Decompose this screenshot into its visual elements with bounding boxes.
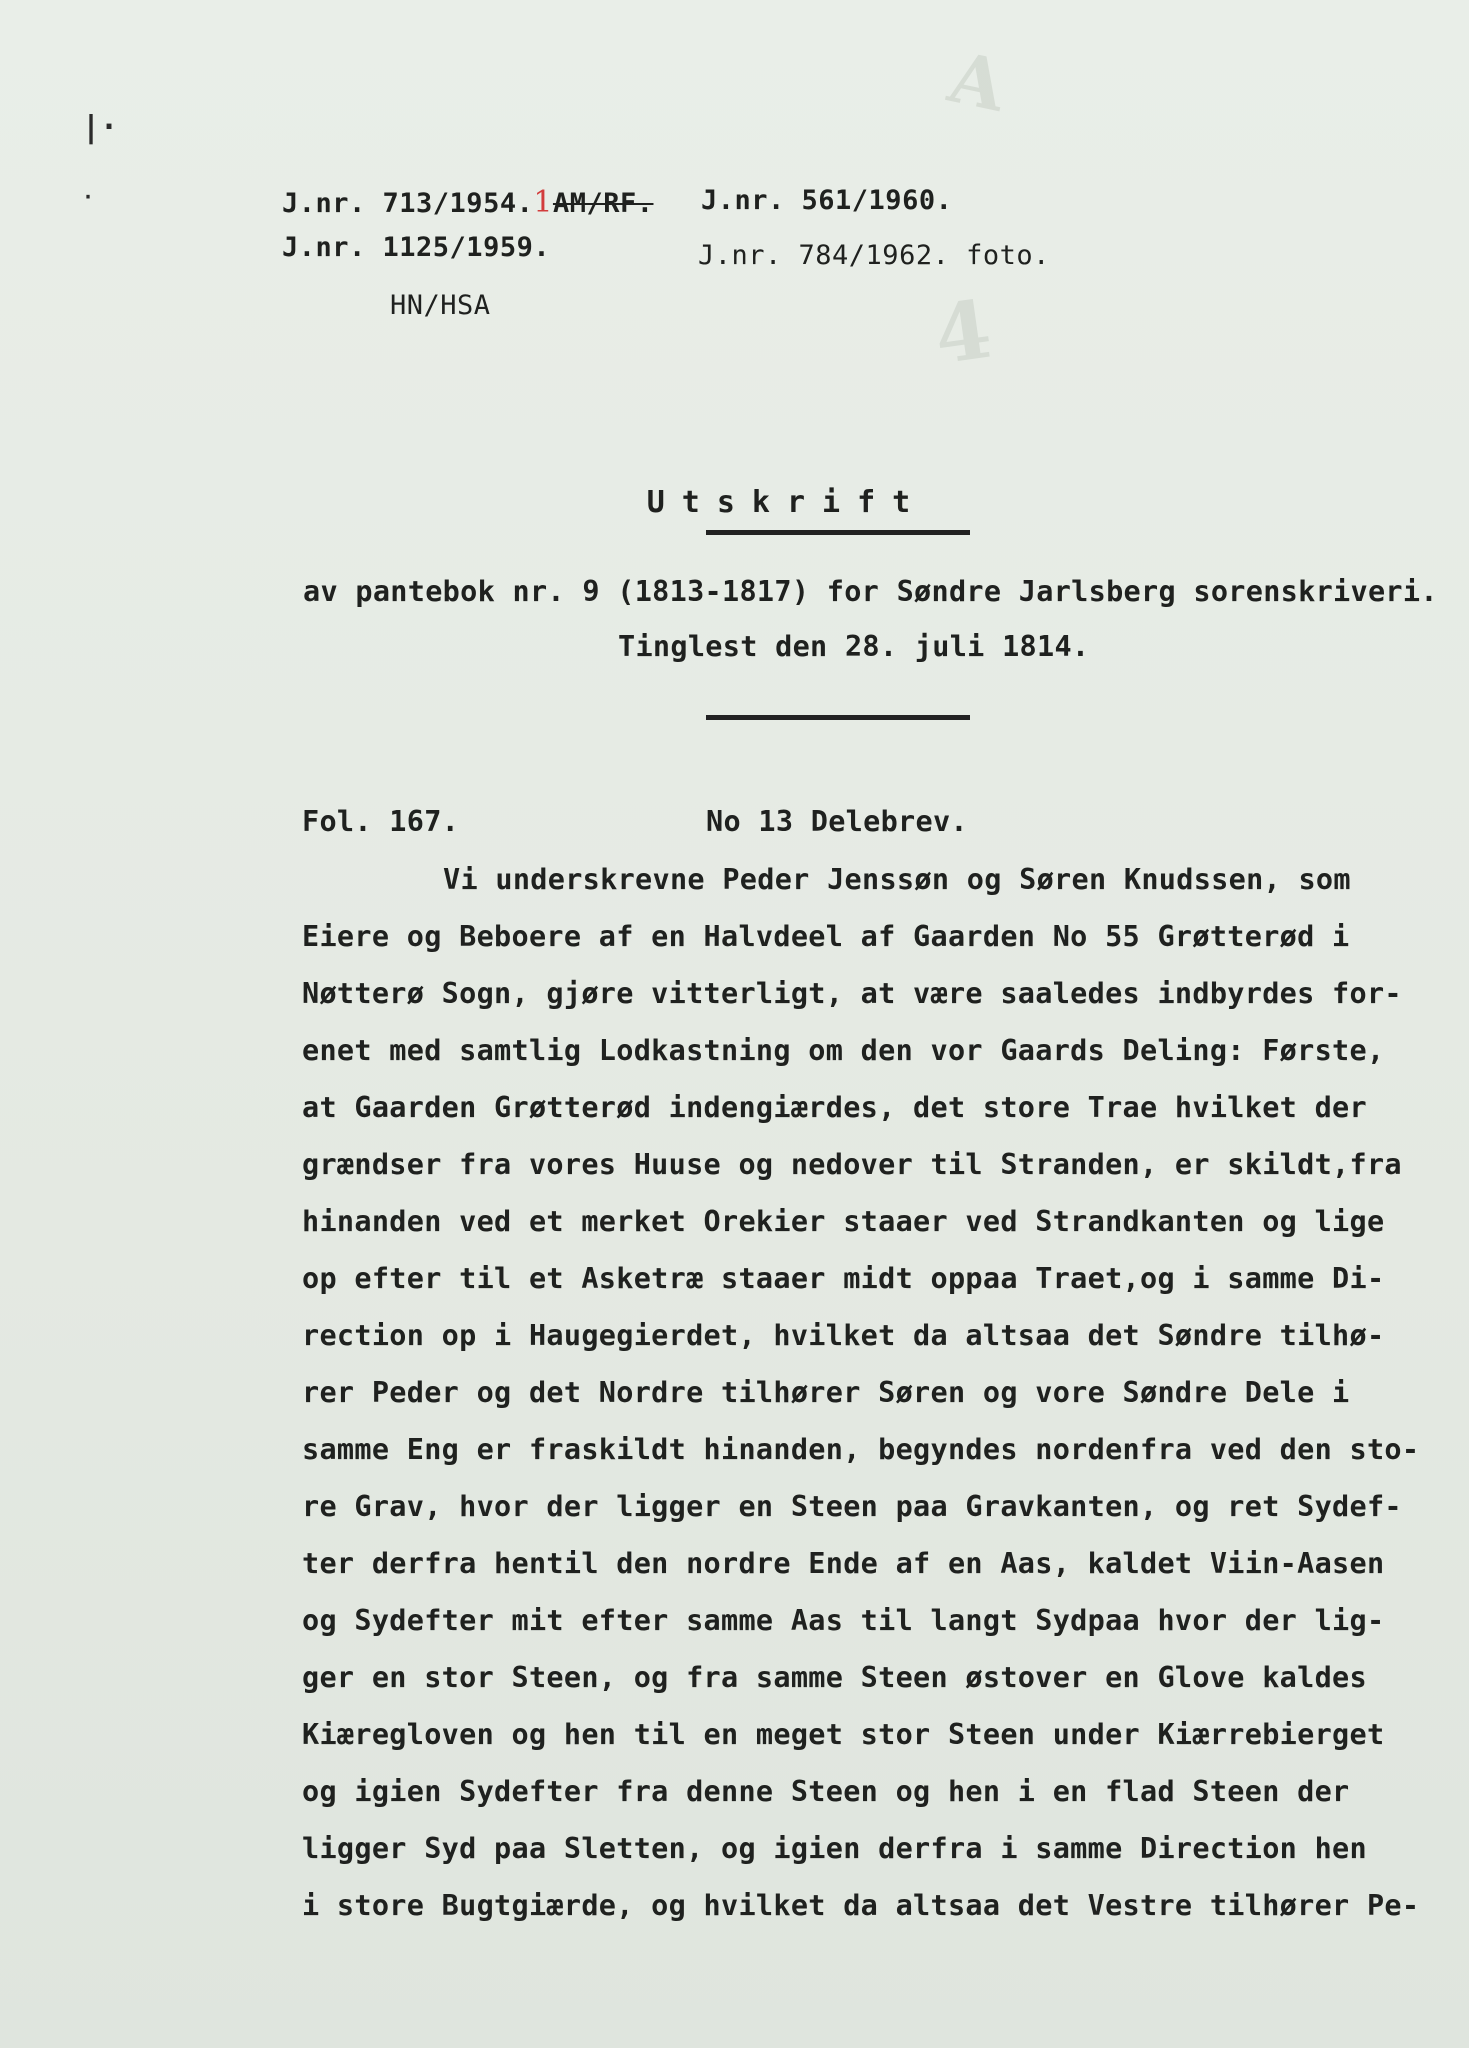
text-line: rer Peder og det Nordre tilhører Søren og vore Søndre Dele i	[302, 1376, 1350, 1409]
margin-punch-mark: |·	[82, 110, 119, 145]
text-line: ligger Syd paa Sletten, og igien derfra i samme Direction hen	[302, 1832, 1367, 1865]
text-line: grændser fra vores Huuse og nedover til Stranden, er skildt,fra	[302, 1148, 1402, 1181]
text-line: samme Eng er fraskildt hinanden, begyndes nordenfra ved den sto-	[302, 1433, 1420, 1466]
text-line: og Sydefter mit efter samme Aas til langt Sydpaa hvor der lig-	[302, 1604, 1385, 1637]
text-line: at Gaarden Grøtterød indengiærdes, det store Trae hvilket der	[302, 1091, 1367, 1124]
margin-punch-mark: ·	[82, 185, 95, 209]
journal-number-1	[282, 185, 653, 220]
subtitle-line-1: av pantebok nr. 9 (1813-1817) for Søndre Jarlsberg sorenskriveri.	[303, 575, 1438, 608]
text-line: re Grav, hvor der ligger en Steen paa Gravkanten, og ret Sydef-	[302, 1490, 1402, 1523]
journal-number-3: J.nr. 1125/1959.	[282, 232, 551, 263]
text-line: op efter til et Asketræ staaer midt oppaa Traet,og i samme Di-	[302, 1262, 1385, 1295]
bleed-through-mark: A	[941, 35, 1013, 128]
page-title: Utskrift	[646, 485, 928, 520]
text-line: ter derfra hentil den nordre Ende af en Aas, kaldet Viin-Aasen	[302, 1547, 1385, 1580]
text-line: Kiæregloven og hen til en meget stor Steen under Kiærrebierget	[302, 1718, 1385, 1751]
struck-initials: AM/RF.	[552, 188, 654, 219]
initials: HN/HSA	[390, 290, 491, 321]
text-line: Vi underskrevne Peder Jenssøn og Søren Knudssen, som	[443, 863, 1351, 896]
text-line: enet med samtlig Lodkastning om den vor Gaards Deling: Første,	[302, 1034, 1385, 1067]
text-line: hinanden ved et merket Orekier staaer ved Strandkanten og lige	[302, 1205, 1385, 1238]
journal-number-1-text: J.nr. 713/1954.	[282, 188, 534, 219]
bleed-through-mark: 4	[928, 281, 997, 383]
document-heading: No 13 Delebrev.	[706, 805, 968, 838]
text-line: Nøtterø Sogn, gjøre vitterligt, at være saaledes indbyrdes for-	[302, 977, 1402, 1010]
text-line: i store Bugtgiærde, og hvilket da altsaa det Vestre tilhører Pe-	[302, 1889, 1420, 1922]
folio-number: Fol. 167.	[302, 805, 460, 838]
text-line: rection op i Haugegierdet, hvilket da altsaa det Søndre tilhø-	[302, 1319, 1385, 1352]
text-line: ger en stor Steen, og fra samme Steen østover en Glove kaldes	[302, 1661, 1367, 1694]
journal-number-4: J.nr. 784/1962. foto.	[698, 240, 1050, 271]
subtitle-line-2: Tinglest den 28. juli 1814.	[618, 630, 1090, 663]
section-divider	[706, 715, 970, 720]
handwritten-correction: 1	[533, 185, 553, 220]
journal-number-2: J.nr. 561/1960.	[701, 185, 953, 216]
title-underline	[706, 530, 970, 535]
text-line: og igien Sydefter fra denne Steen og hen i en flad Steen der	[302, 1775, 1350, 1808]
text-line: Eiere og Beboere af en Halvdeel af Gaarden No 55 Grøtterød i	[302, 920, 1350, 953]
